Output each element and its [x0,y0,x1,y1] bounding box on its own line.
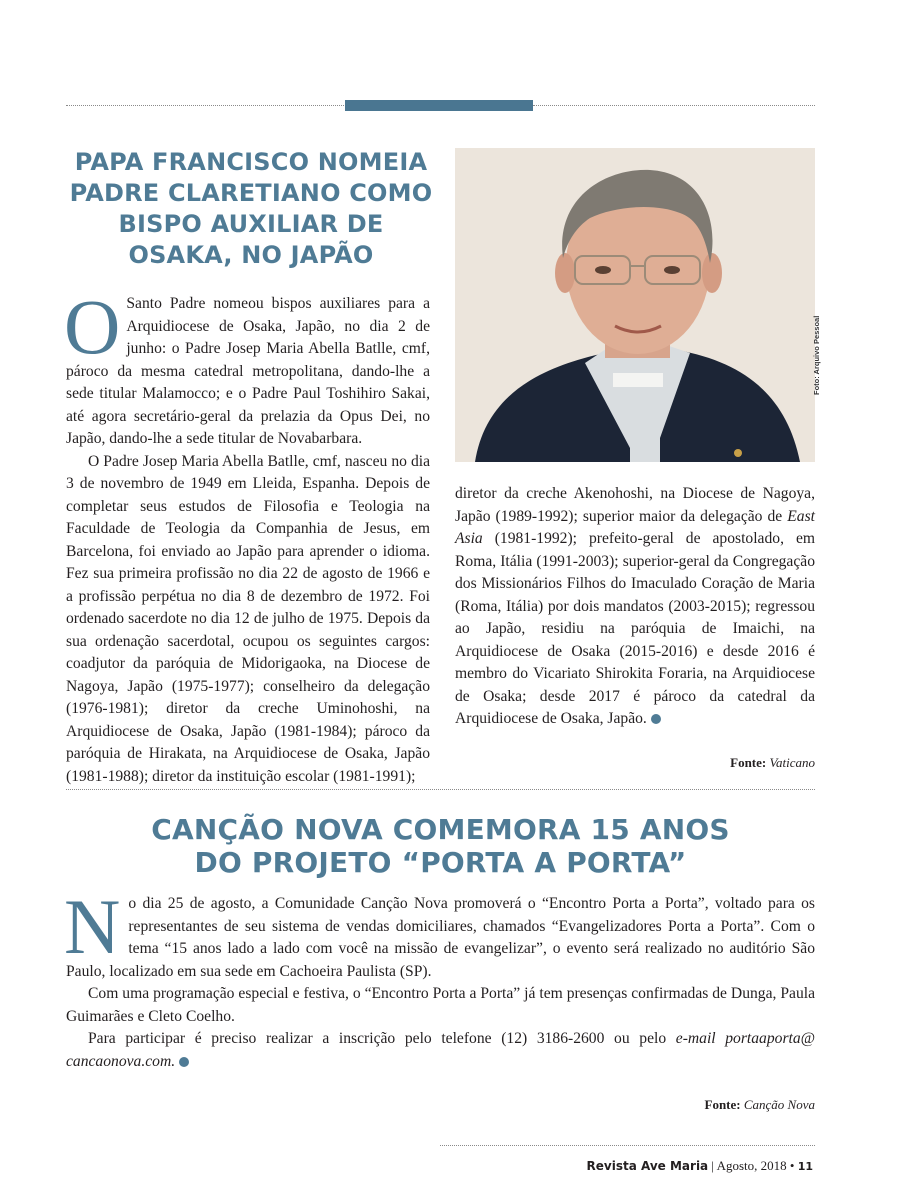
article2-paragraph-1 [64,883,815,983]
page-footer [587,1158,813,1174]
end-mark-icon [651,714,661,724]
article1-para1-text: Santo Padre nomeou bispos auxiliares para a Arquidiocese de Osaka, Japão, no dia 2 de junho: o Padre Josep Maria Abella Batlle, cmf, pároco da mesma catedral metropolitana, dando-lhe a sede titular Malamocco; e o Padre Paul Toshihiro Sakai, até agora secretário-geral da prelazia da Opus Dei, no Japão, dando-lhe a sede titular de Novabarbara. [66,295,430,447]
article1-title-line: OSAKA, NO JAPÃO [128,241,374,269]
article1-column-right [455,483,815,731]
article1-paragraph-1 [64,283,430,451]
footer-bullet: • [789,1158,795,1173]
page-number: 11 [797,1160,813,1173]
article2-title [66,813,815,879]
article2-para3-text: Para participar é preciso realizar a inscrição pelo telefone (12) 3186-2600 ou pelo [88,1030,667,1047]
end-mark-icon [179,1057,189,1067]
article2-para1-text: o dia 25 de agosto, a Comunidade Canção Nova promoverá o “Encontro Porta a Porta”, voltado para os representantes de seu sistema de vendas domiciliares, chamados “Evangelizadores Porta a Porta”. Com o tema “15 anos lado a lado com você na missão de evangelizar”, o evento será realizado no auditório São Paulo, localizado em sua sede em Cachoeira Paulista (SP). [66,895,815,980]
article2-title-line: DO PROJETO “PORTA A PORTA” [194,846,687,879]
article1-title-line: PADRE CLARETIANO COMO [69,179,433,207]
source-value: Canção Nova [743,1097,815,1112]
source-label: Fonte: [704,1097,741,1112]
dropcap-o: O [64,283,121,370]
issue-date: Agosto, 2018 [716,1158,787,1173]
footer-rule [440,1145,815,1146]
article2-paragraph-2: Com uma programação especial e festiva, o “Encontro Porta a Porta” já tem presenças confirmadas de Dunga, Paula Guimarães e Cleto Coelho. [66,985,815,1025]
article1-title-line: BISPO AUXILIAR DE [118,210,384,238]
article1-paragraph-2-continued [455,483,815,731]
portrait-illustration [455,148,815,462]
article2-body [64,883,815,1073]
article1-para2-text-b: (1981-1992); prefeito-geral de apostolado, em Roma, Itália (1991-2003); superior-geral da Congregação dos Missionários Filhos do Imaculado Coração de Maria (Roma, Itália) por dois mandatos (2003-2015); regressou ao Japão, residiu na paróquia de Imaichi, na Arquidiocese de Osaka (2015-2016) e desde 2016 é membro do Vicariato Shirokita Foraria, na Arquidiocese de Osaka; desde 2017 é pároco da catedral da Arquidiocese de Osaka, Japão. [455,530,815,727]
article2-paragraph-3 [66,1028,815,1073]
article1-para2-italic: East Asia [455,507,816,547]
magazine-name: Revista Ave Maria [586,1159,709,1173]
photo-credit: Foto: Arquivo Pessoal [812,315,821,395]
article2-title-line: CANÇÃO NOVA COMEMORA 15 ANOS [151,813,730,846]
article1-column-left [64,283,430,788]
article1-title [66,147,436,271]
footer-separator: | [711,1158,715,1173]
article1-source [730,755,815,771]
top-rule-left [66,105,346,106]
article2-email: e-mail portaaporta@ cancaonova.com. [66,1030,815,1070]
section-divider [66,789,815,790]
dropcap-n: N [64,883,121,970]
top-accent-bar [345,100,533,111]
portrait-photo [455,148,815,462]
article1-para2-text-a: diretor da creche Akenohoshi, na Diocese de Nagoya, Japão (1989-1992); superior maior da delegação de [455,485,815,525]
top-rule-right [533,105,815,106]
article2-source [705,1097,816,1113]
article1-paragraph-2: O Padre Josep Maria Abella Batlle, cmf, nasceu no dia 3 de novembro de 1949 em Lleida, Espanha. Depois de completar seus estudos de Filosofia e Teologia na Faculdade de Teologia da Companhia de Jesus, em Barcelona, foi enviado ao Japão para aprender o idioma. Fez sua primeira profissão no dia 22 de agosto de 1966 e a profissão perpétua no dia 8 de dezembro de 1972. Foi ordenado sacerdote no dia 12 de julho de 1975. Depois da sua ordenação sacerdotal, ocupou os seguintes cargos: coadjutor da paróquia de Midorigaoka, na Diocese de Nagoya, Japão (1975-1977); conselheiro da delegação (1976-1981); diretor da creche Uminohoshi, na Arquidiocese de Osaka, Japão (1981-1984); pároco da paróquia de Hirakata, na Arquidiocese de Osaka, Japão (1981-1988); diretor da instituição escolar (1981-1991); [66,452,430,785]
source-value: Vaticano [769,755,815,770]
article1-title-line: PAPA FRANCISCO NOMEIA [74,148,428,176]
source-label: Fonte: [730,755,767,770]
